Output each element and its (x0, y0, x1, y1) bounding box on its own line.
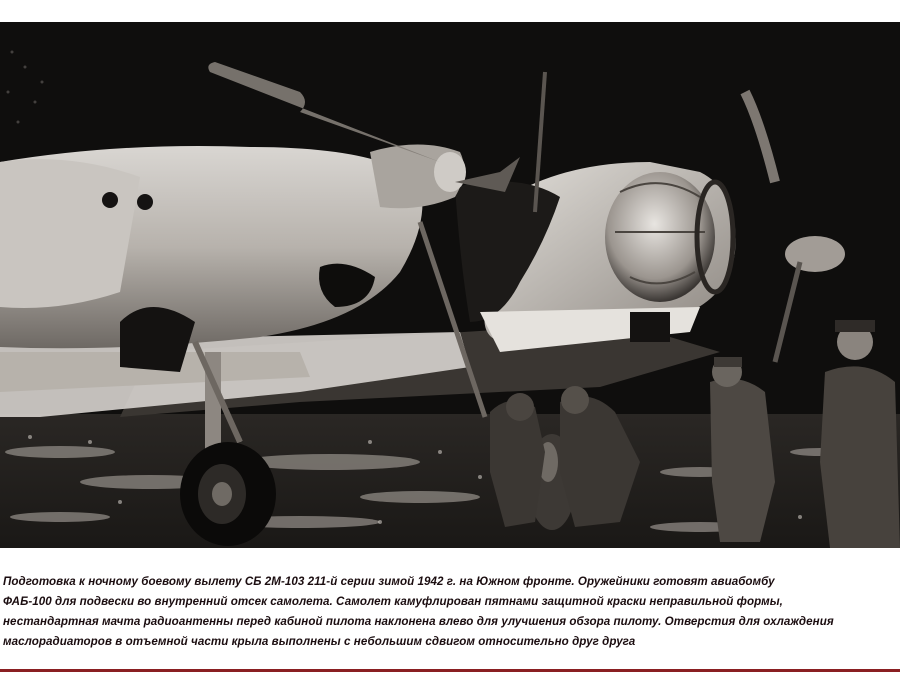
caption-line: ФАБ-100 для подвески во внутренний отсек самолета. Самолет камуфлирован пятнами защитной краски неправильной формы, (3, 595, 783, 608)
aircraft-photo (0, 22, 900, 548)
bottom-divider (0, 669, 900, 672)
photo-caption (3, 572, 893, 652)
caption-line: маслорадиаторов в отъемной части крыла выполнены с небольшим сдвигом относительно друг друга (3, 635, 636, 648)
photo-illustration (0, 22, 900, 548)
caption-line: нестандартная мачта радиоантенны перед кабиной пилота наклонена влево для улучшения обзора пилоту. Отверстия для охлаждения (3, 615, 834, 628)
caption-line: Подготовка к ночному боевому вылету СБ 2М-103 211-й серии зимой 1942 г. на Южном фронте. Оружейники готовят авиабомбу (3, 575, 775, 588)
